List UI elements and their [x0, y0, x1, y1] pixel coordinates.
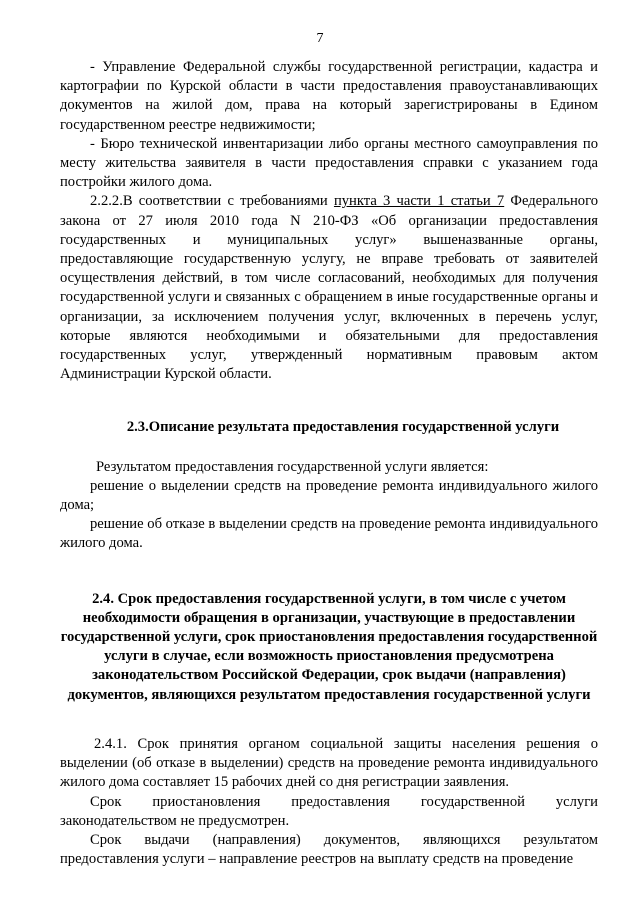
- paragraph-2-2-2-start: 2.2.2.В соответствии с требованиями: [90, 193, 334, 210]
- law-article-link[interactable]: пункта 3 части 1 статьи 7: [333, 193, 505, 210]
- section-2-4-heading: 2.4. Срок предоставления государственной услуги, в том числе с учетом необходимости обращения в организации, участвующие в предоставлении государственной услуги, срок приостановления предоставления государственной услуги в случае, если возможность приостановления предусмотрена законодательством Российской Федерации, срок выдачи (направления) документов, являющихся результатом предоставления государственной услуги: [60, 590, 598, 703]
- paragraph-2-4-1: 2.4.1. Срок принятия органом социальной защиты населения решения о выделении (об отказе в выделении) средств на проведение ремонта индивидуального жилого дома составляет 15 рабочих дней со дня регистрации заявления.: [60, 735, 598, 791]
- paragraph-issuance-term: Срок выдачи (направления) документов, являющихся результатом предоставления услуги – направление реестров на выплату средств на проведение: [60, 831, 598, 868]
- document-body: [60, 58, 598, 869]
- section-2-3-heading: 2.3.Описание результата предоставления государственной услуги: [126, 419, 560, 436]
- paragraph-suspension-term: Срок приостановления предоставления государственной услуги законодательством не предусмотрен.: [60, 793, 598, 829]
- result-item-refusal: решение об отказе в выделении средств на проведение ремонта индивидуального жилого дома.: [60, 516, 598, 552]
- paragraph-bti: - Бюро технической инвентаризации либо органы местного самоуправления по месту жительства заявителя в части предоставления справки с указанием года постройки жилого дома.: [60, 135, 598, 191]
- paragraph-2-2-2-rest: Федерального закона от 27 июля 2010 года N 210-ФЗ «Об организации предоставления государственных и муниципальных услуг» вышеназванные органы, предоставляющие государственную услугу, не вправе требовать от заявителей осуществления действий, в том числе согласований, необходимых для получения государственной услуги и связанных с обращением в иные государственные органы и организации, за исключением получения услуг, включенных в перечень услуг, которые являются необходимыми и обязательными для предоставления государственных услуг, утвержденный нормативным правовым актом Администрации Курской области.: [60, 193, 598, 383]
- section-2-3-intro: Результатом предоставления государственной услуги является:: [96, 458, 489, 475]
- paragraph-2-2-2: [60, 192, 598, 384]
- paragraph-rosreestr: - Управление Федеральной службы государственной регистрации, кадастра и картографии по Курской области в части предоставления правоустанавливающих документов на жилой дом, права на который зарегистрированы в Едином государственном реестре недвижимости;: [60, 59, 598, 133]
- page-number: 7: [316, 31, 324, 46]
- result-item-approval: решение о выделении средств на проведение ремонта индивидуального жилого дома;: [60, 477, 598, 514]
